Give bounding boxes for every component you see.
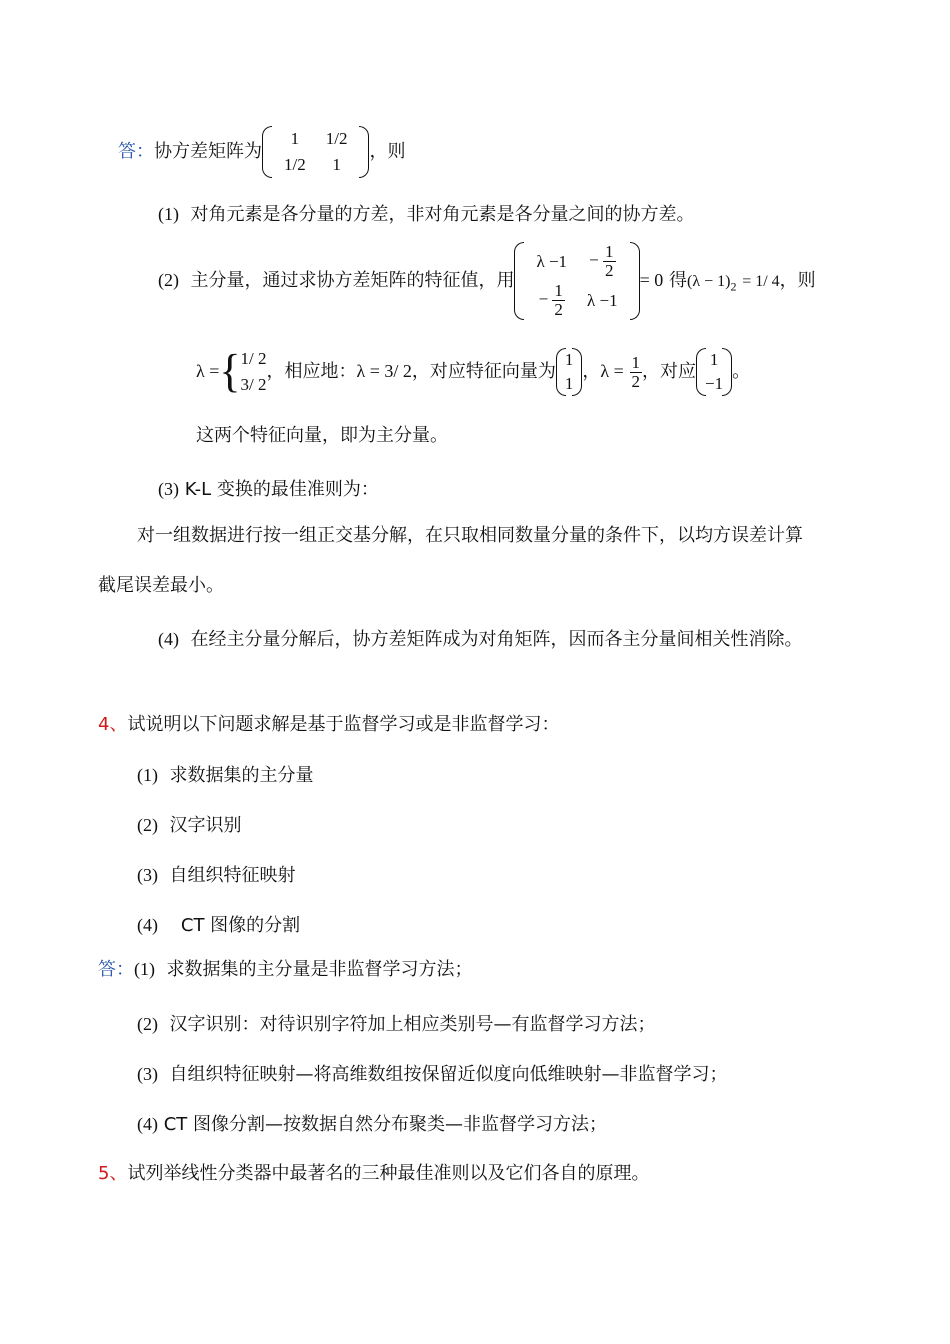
question-5	[98, 1160, 649, 1188]
item-text: K-L 变换的最佳准则为：	[184, 479, 379, 500]
frac-num: 1	[605, 242, 614, 261]
item-number: (2)	[137, 1014, 158, 1034]
matrix-cell: 1	[332, 155, 341, 174]
case-2: 3/ 2	[240, 375, 267, 394]
item-2	[158, 242, 816, 320]
item-number: (1)	[137, 765, 158, 785]
lambda-expr-power: 2	[730, 279, 737, 294]
vector-cell: −1	[705, 374, 724, 393]
matrix-cell: 1/2	[325, 129, 348, 148]
text-seg: ，对应	[642, 361, 697, 382]
answer-prefix: 协方差矩阵为	[154, 141, 262, 162]
item-1	[158, 200, 694, 229]
equals-zero: = 0	[639, 270, 664, 290]
left-brace-icon: {	[219, 345, 241, 398]
conclusion: 这两个特征向量，即为主分量。	[196, 425, 448, 446]
item-number: (4)	[158, 629, 179, 649]
matrix-cell-sign: −	[538, 289, 549, 309]
eigenvector-2	[696, 348, 732, 396]
matrix-cell: 1	[290, 129, 300, 148]
vector-cell: 1	[564, 374, 574, 393]
vector-cell: 1	[564, 350, 574, 369]
eigenvalue-cases	[241, 346, 267, 398]
answer-4-item	[137, 1010, 655, 1039]
item-text: 求数据集的主分量是非监督学习方法；	[166, 959, 473, 980]
answer-suffix: ，则	[369, 141, 406, 162]
item-text: 汉字识别	[169, 815, 242, 836]
eigenvector-1	[556, 348, 583, 396]
q4-item	[137, 911, 300, 940]
item-number: (1)	[158, 204, 179, 224]
question-4	[98, 711, 559, 739]
question-text: 试说明以下问题求解是基于监督学习或是非监督学习：	[127, 714, 560, 735]
vector-cell: 1	[709, 350, 719, 369]
matrix-cell-sign: −	[589, 250, 599, 270]
frac-den: 2	[631, 371, 641, 391]
item-number: (3)	[137, 865, 158, 885]
characteristic-matrix	[514, 242, 639, 320]
item-text: CT 图像的分割	[180, 915, 301, 936]
answer-4-item	[137, 1060, 727, 1089]
item-text: 求数据集的主分量	[169, 765, 314, 786]
eigen-line	[196, 346, 750, 398]
frac-num: 1	[631, 352, 641, 372]
item-number: (2)	[158, 270, 179, 290]
lambda-expr-rhs: = 1/ 4	[742, 273, 780, 290]
answer-cov-line	[118, 126, 405, 178]
item-text: ，则	[779, 270, 816, 291]
paragraph-line-2: 截尾误差最小。	[98, 575, 224, 596]
lambda-half-lhs: λ =	[600, 361, 624, 381]
answer-4-item	[98, 955, 472, 984]
lambda-expr: (λ − 1)	[687, 273, 731, 290]
frac-den: 2	[554, 300, 563, 319]
matrix-cell: λ −1	[587, 290, 618, 310]
item-text: 自组织特征映射	[169, 865, 296, 886]
answer-label: 答：	[98, 959, 134, 980]
answer-label: 答：	[118, 141, 154, 162]
item-3	[158, 475, 379, 504]
item-text: 对角元素是各分量的方差，非对角元素是各分量之间的协方差。	[190, 204, 695, 225]
item-text: 主分量，通过求协方差矩阵的特征值，用	[190, 270, 515, 291]
de-text: 得	[669, 270, 688, 291]
lambda-eq: λ =	[196, 361, 220, 381]
covariance-matrix	[262, 126, 369, 178]
item-number: (4)	[137, 1114, 158, 1134]
question-label: 5、	[98, 1163, 128, 1184]
question-label: 4、	[98, 714, 128, 735]
item-number: (1)	[134, 959, 155, 979]
matrix-cell: 1/2	[284, 155, 306, 174]
item-number: (4)	[137, 915, 158, 935]
text-seg: ，	[582, 361, 601, 382]
item-4	[158, 625, 802, 654]
paragraph-line-1: 对一组数据进行按一组正交基分解，在只取相同数量分量的条件下，以均方误差计算	[137, 525, 803, 546]
item-text: 汉字识别：对待识别字符加上相应类别号—有监督学习方法；	[169, 1014, 656, 1035]
q4-item	[137, 861, 295, 890]
text-seg: ，对应特征向量为	[411, 361, 556, 382]
frac-den: 2	[605, 261, 614, 280]
item-text: 在经主分量分解后，协方差矩阵成为对角矩阵，因而各主分量间相关性消除。	[190, 629, 803, 650]
answer-4-item	[137, 1110, 607, 1139]
frac-num: 1	[554, 281, 563, 300]
q4-item	[137, 761, 313, 790]
item-number: (3)	[137, 1064, 158, 1084]
item-number: (3)	[158, 479, 179, 499]
case-1: 1/ 2	[240, 349, 267, 368]
item-text: 自组织特征映射—将高维数组按保留近似度向低维映射—非监督学习；	[169, 1064, 728, 1085]
text-seg: ，相应地：	[266, 361, 357, 382]
item-number: (2)	[137, 815, 158, 835]
matrix-cell: λ −1	[536, 251, 568, 271]
question-text: 试列举线性分类器中最著名的三种最佳准则以及它们各自的原理。	[127, 1163, 650, 1184]
lambda-32: λ = 3/ 2	[356, 361, 412, 381]
item-text: CT 图像分割—按数据自然分布聚类—非监督学习方法；	[163, 1114, 608, 1135]
q4-item	[137, 811, 241, 840]
text-seg: 。	[732, 361, 751, 382]
